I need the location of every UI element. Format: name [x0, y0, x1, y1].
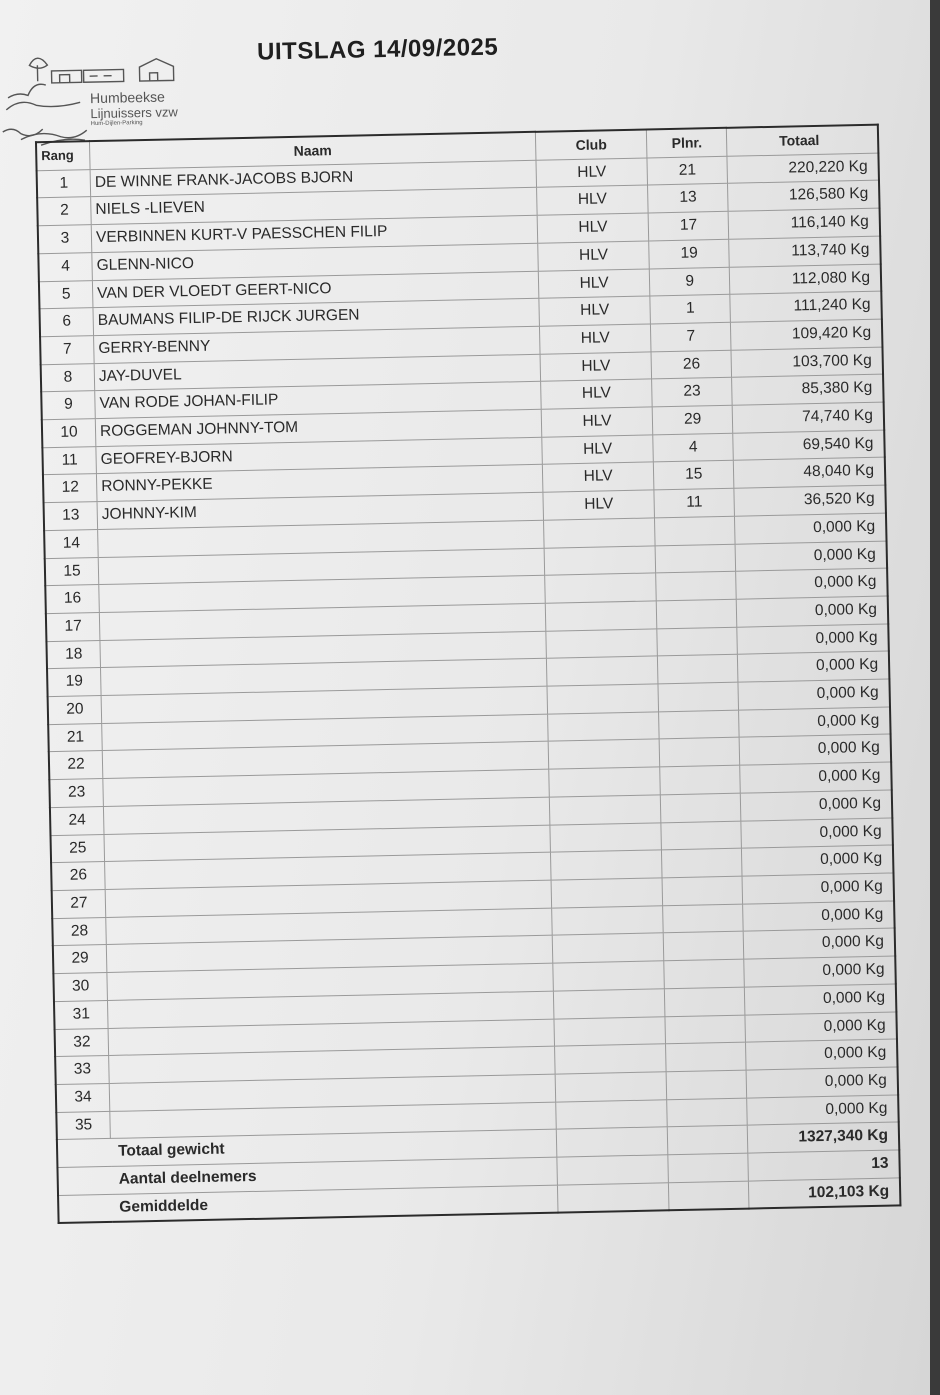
cell-plnr	[655, 516, 736, 545]
summary-rows	[57, 1122, 901, 1223]
cell-rang: 5	[39, 280, 93, 309]
cell-rang: 10	[42, 419, 96, 448]
cell-plnr: 15	[654, 461, 735, 490]
cell-plnr: 1	[650, 294, 731, 323]
cell-club	[556, 1099, 668, 1129]
cell-rang: 35	[56, 1111, 110, 1140]
logo-name: Humbeekse	[89, 88, 165, 107]
cell-rang: 3	[38, 225, 92, 254]
cell-club: HLV	[539, 324, 651, 354]
cell-rang: 29	[53, 945, 107, 974]
cell-rang: 26	[51, 862, 105, 891]
cell-naam: VAN RODE JOHAN-FILIP	[95, 382, 541, 419]
cell-club: HLV	[537, 185, 649, 215]
cell-totaal: 0,000 Kg	[743, 901, 895, 932]
cell-rang: 32	[55, 1028, 109, 1057]
cell-totaal: 0,000 Kg	[736, 568, 888, 599]
cell-plnr: 29	[652, 405, 733, 434]
cell-totaal: 111,240 Kg	[730, 291, 882, 322]
cell-club: HLV	[540, 352, 652, 382]
cell-plnr	[658, 655, 739, 684]
cell-totaal: 0,000 Kg	[739, 707, 891, 738]
cell-club: HLV	[538, 268, 650, 298]
summary-empty-cell	[557, 1155, 669, 1185]
cell-naam: GERRY-BENNY	[94, 326, 540, 363]
cell-totaal: 220,220 Kg	[727, 153, 879, 184]
cell-rang: 18	[46, 640, 100, 669]
cell-plnr	[666, 1070, 747, 1099]
cell-club	[544, 545, 656, 575]
cell-rang: 21	[48, 723, 102, 752]
cell-totaal: 0,000 Kg	[746, 1039, 898, 1070]
cell-totaal: 0,000 Kg	[740, 790, 892, 821]
cell-totaal: 0,000 Kg	[738, 651, 890, 682]
cell-plnr	[662, 848, 743, 877]
cell-rang: 33	[55, 1056, 109, 1085]
cell-club: HLV	[541, 379, 653, 409]
cell-club	[550, 822, 662, 852]
cell-plnr	[656, 571, 737, 600]
cell-plnr: 9	[649, 267, 730, 296]
cell-totaal: 0,000 Kg	[739, 734, 891, 765]
cell-plnr	[660, 793, 741, 822]
cell-club	[553, 961, 665, 991]
cell-rang: 17	[46, 613, 100, 642]
cell-rang: 30	[53, 973, 107, 1002]
logo-subtitle: Lijnuissers vzw	[90, 104, 178, 122]
cell-club	[547, 684, 659, 714]
cell-plnr: 11	[654, 488, 735, 517]
cell-totaal: 0,000 Kg	[745, 984, 897, 1015]
cell-totaal: 0,000 Kg	[736, 596, 888, 627]
cell-club: HLV	[542, 435, 654, 465]
cell-rang: 14	[44, 529, 98, 558]
cell-club: HLV	[539, 296, 651, 326]
cell-rang: 6	[39, 308, 93, 337]
cell-plnr: 7	[651, 322, 732, 351]
cell-rang: 27	[52, 889, 106, 918]
cell-club: HLV	[542, 462, 654, 492]
cell-rang: 20	[48, 696, 102, 725]
cell-rang: 34	[56, 1083, 110, 1112]
header-club: Club	[535, 129, 647, 160]
summary-value: 102,103 Kg	[749, 1178, 901, 1209]
cell-totaal: 0,000 Kg	[737, 624, 889, 655]
cell-totaal: 0,000 Kg	[744, 956, 896, 987]
cell-totaal: 0,000 Kg	[746, 1067, 898, 1098]
cell-plnr: 21	[647, 156, 728, 185]
summary-empty-cell	[556, 1127, 668, 1157]
cell-plnr: 23	[652, 378, 733, 407]
cell-totaal: 113,740 Kg	[729, 236, 881, 267]
cell-rang: 23	[49, 779, 103, 808]
cell-plnr	[658, 682, 739, 711]
cell-plnr	[660, 765, 741, 794]
cell-naam: RONNY-PEKKE	[96, 465, 542, 502]
results-table	[35, 124, 902, 1225]
cell-totaal: 112,080 Kg	[729, 264, 881, 295]
cell-totaal: 74,740 Kg	[732, 402, 884, 433]
summary-label: Aantal deelnemers	[57, 1157, 557, 1195]
cell-rang: 9	[41, 391, 95, 420]
cell-club	[548, 739, 660, 769]
cell-plnr	[655, 544, 736, 573]
cell-totaal: 0,000 Kg	[742, 873, 894, 904]
cell-rang: 28	[52, 917, 106, 946]
cell-rang: 11	[42, 446, 96, 475]
cell-plnr	[663, 904, 744, 933]
cell-rang: 4	[38, 252, 92, 281]
cell-totaal: 116,140 Kg	[728, 208, 880, 239]
cell-club	[548, 712, 660, 742]
cell-naam: ROGGEMAN JOHNNY-TOM	[95, 409, 541, 446]
cell-plnr	[662, 876, 743, 905]
cell-club	[552, 906, 664, 936]
cell-rang: 16	[45, 585, 99, 614]
summary-empty-cell	[667, 1125, 748, 1154]
header-plnr: Plnr.	[647, 128, 728, 158]
cell-plnr	[661, 821, 742, 850]
cell-naam: GLENN-NICO	[92, 243, 538, 280]
cell-rang: 25	[51, 834, 105, 863]
cell-plnr	[657, 627, 738, 656]
cell-club: HLV	[538, 241, 650, 271]
cell-club	[549, 767, 661, 797]
cell-plnr: 26	[651, 350, 732, 379]
cell-club: HLV	[536, 158, 648, 188]
cell-rang: 7	[40, 336, 94, 365]
cell-club	[551, 878, 663, 908]
cell-rang: 22	[49, 751, 103, 780]
cell-plnr	[667, 1098, 748, 1127]
cell-plnr: 19	[649, 239, 730, 268]
cell-totaal: 85,380 Kg	[732, 374, 884, 405]
header-naam: Naam	[90, 132, 536, 170]
cell-naam: VAN DER VLOEDT GEERT-NICO	[92, 271, 538, 308]
cell-club	[554, 1016, 666, 1046]
cell-totaal: 69,540 Kg	[733, 430, 885, 461]
cell-naam: BAUMANS FILIP-DE RIJCK JURGEN	[93, 298, 539, 335]
cell-club: HLV	[541, 407, 653, 437]
cell-plnr	[663, 932, 744, 961]
cell-naam: JAY-DUVEL	[94, 354, 540, 391]
summary-empty-cell	[669, 1181, 750, 1211]
cell-plnr: 4	[653, 433, 734, 462]
cell-rang: 2	[37, 197, 91, 226]
cell-plnr	[666, 1042, 747, 1071]
cell-plnr	[656, 599, 737, 628]
cell-totaal: 0,000 Kg	[735, 513, 887, 544]
cell-naam: VERBINNEN KURT-V PAESSCHEN FILIP	[91, 215, 537, 252]
summary-value: 1327,340 Kg	[747, 1122, 899, 1153]
cell-totaal: 0,000 Kg	[738, 679, 890, 710]
cell-rang: 31	[54, 1000, 108, 1029]
cell-totaal: 109,420 Kg	[731, 319, 883, 350]
cell-plnr	[664, 959, 745, 988]
header-rang: Rang	[36, 141, 90, 170]
cell-naam: NIELS -LIEVEN	[91, 188, 537, 225]
cell-club	[553, 989, 665, 1019]
page-title: UITSLAG 14/09/2025	[256, 33, 499, 66]
cell-naam: DE WINNE FRANK-JACOBS BJORN	[90, 160, 536, 197]
cell-rang: 19	[47, 668, 101, 697]
results-rows	[37, 153, 899, 1140]
cell-totaal: 0,000 Kg	[743, 928, 895, 959]
cell-naam: GEOFREY-BJORN	[96, 437, 542, 474]
cell-totaal: 48,040 Kg	[734, 458, 886, 489]
cell-totaal: 0,000 Kg	[741, 818, 893, 849]
cell-totaal: 126,580 Kg	[728, 181, 880, 212]
logo-tagline: Hum-Dijlen-Parking	[90, 120, 143, 128]
summary-label: Totaal gewicht	[57, 1129, 557, 1167]
cell-club	[546, 656, 658, 686]
summary-label: Gemiddelde	[58, 1185, 558, 1224]
cell-rang: 8	[41, 363, 95, 392]
cell-club	[546, 629, 658, 659]
cell-naam: JOHNNY-KIM	[97, 492, 543, 529]
cell-club: HLV	[537, 213, 649, 243]
summary-empty-cell	[668, 1153, 749, 1182]
cell-totaal: 36,520 Kg	[734, 485, 886, 516]
cell-rang: 1	[37, 169, 91, 198]
cell-club	[543, 518, 655, 548]
cell-totaal: 0,000 Kg	[735, 541, 887, 572]
cell-plnr	[659, 710, 740, 739]
cell-rang: 24	[50, 806, 104, 835]
cell-club	[545, 573, 657, 603]
logo-text	[90, 88, 178, 127]
cell-rang: 13	[44, 502, 98, 531]
summary-value: 13	[748, 1150, 900, 1181]
cell-rang: 12	[43, 474, 97, 503]
header-totaal: Totaal	[727, 125, 879, 156]
cell-totaal: 103,700 Kg	[731, 347, 883, 378]
cell-club	[555, 1072, 667, 1102]
cell-totaal: 0,000 Kg	[742, 845, 894, 876]
cell-club	[555, 1044, 667, 1074]
cell-totaal: 0,000 Kg	[747, 1095, 899, 1126]
cell-plnr	[659, 738, 740, 767]
cell-club	[549, 795, 661, 825]
cell-rang: 15	[45, 557, 99, 586]
cell-plnr: 13	[648, 184, 729, 213]
cell-club	[552, 933, 664, 963]
cell-club	[550, 850, 662, 880]
cell-plnr	[665, 1015, 746, 1044]
cell-plnr	[665, 987, 746, 1016]
summary-empty-cell	[557, 1182, 669, 1213]
cell-club: HLV	[543, 490, 655, 520]
cell-plnr: 17	[648, 211, 729, 240]
club-logo	[0, 32, 191, 148]
cell-club	[545, 601, 657, 631]
cell-totaal: 0,000 Kg	[740, 762, 892, 793]
cell-totaal: 0,000 Kg	[745, 1011, 897, 1042]
